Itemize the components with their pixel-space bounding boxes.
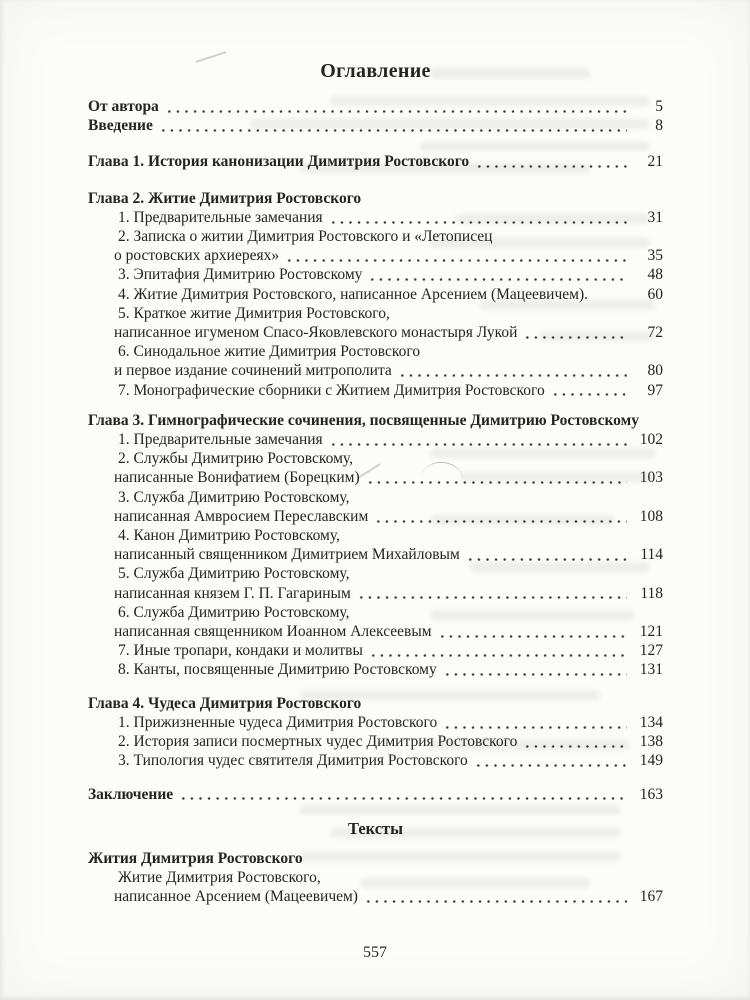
- toc-entry-label: 1. Прижизненные чудеса Димитрия Ростовского: [118, 713, 438, 731]
- toc-entry: [88, 785, 663, 804]
- toc-entry: [88, 732, 663, 751]
- dot-leader: [438, 622, 627, 641]
- toc-entry-page: 127: [639, 642, 663, 660]
- toc-entry-label: От автора: [88, 98, 159, 115]
- toc-entry-label: 1. Предварительные замечания: [118, 431, 323, 449]
- toc-entry-page: 102: [639, 431, 663, 449]
- texts-section-heading: Тексты: [347, 818, 404, 838]
- toc-entry-label: 2. Записка о житии Димитрия Ростовского и «Летописец: [118, 228, 493, 246]
- toc-entry-label: 4. Канон Димитрию Ростовскому,: [118, 527, 340, 545]
- toc-entry-page: 121: [639, 623, 663, 641]
- toc-entry-label: 7. Иные тропари, кондаки и молитвы: [118, 642, 363, 660]
- dot-leader: [523, 732, 627, 751]
- toc-entry-page: 97: [647, 381, 663, 399]
- toc-entry: [88, 660, 663, 679]
- toc-entry-page: 149: [639, 752, 663, 770]
- toc-entry-page: 108: [639, 507, 663, 525]
- dot-leader: [368, 265, 627, 284]
- toc-entry: [88, 564, 663, 583]
- toc-entry: [88, 227, 663, 246]
- toc-entry-page: 35: [647, 247, 663, 265]
- page-number: 557: [363, 944, 387, 961]
- toc-entry-page: 8: [655, 117, 663, 135]
- toc-chapter-heading: [88, 411, 663, 430]
- toc-entry: [88, 641, 663, 660]
- toc-entry-label: 4. Житие Димитрия Ростовского, написанное Арсением (Мацеевичем).: [118, 285, 588, 303]
- toc-entry-label: написанная священником Иоанном Алексеевым: [114, 623, 432, 641]
- toc-entry: [88, 713, 663, 732]
- toc-entry-label: 6. Синодальное житие Димитрия Ростовского: [118, 343, 421, 361]
- toc-entry-label: Заключение: [88, 785, 174, 803]
- toc-entry: [88, 868, 663, 887]
- toc-entry-page: 31: [647, 208, 663, 226]
- toc-entry-continuation: [88, 545, 663, 564]
- toc-entry: [88, 449, 663, 468]
- toc-entry-label: написанные Вонифатием (Борецким): [114, 469, 360, 487]
- toc-entry-continuation: [88, 584, 663, 603]
- dot-leader: [329, 208, 627, 227]
- toc-entry-continuation: [88, 246, 663, 265]
- dot-leader: [398, 361, 627, 380]
- dot-leader: [165, 97, 627, 116]
- toc-entry-label: 3. Эпитафия Димитрию Ростовскому: [118, 266, 363, 284]
- toc-entry: [88, 97, 663, 116]
- dot-leader: [443, 713, 627, 732]
- dot-leader: [329, 430, 627, 449]
- toc-entry-label: Глава 3. Гимнографические сочинения, посвященные Димитрию Ростовскому: [88, 411, 639, 429]
- page-title: Оглавление: [320, 60, 431, 82]
- toc-entry-page: 80: [647, 362, 663, 380]
- toc-entry-continuation: [88, 622, 663, 641]
- toc-entry: [88, 342, 663, 361]
- toc-entry-continuation: [88, 323, 663, 342]
- toc-entry: [88, 603, 663, 622]
- toc-entry-label: написанное Арсением (Мацеевичем): [114, 888, 358, 906]
- toc-entry-page: 131: [639, 661, 663, 679]
- dot-leader: [364, 887, 627, 906]
- toc-entry: [88, 526, 663, 545]
- toc-entry: [88, 208, 663, 227]
- dot-leader: [523, 323, 627, 342]
- dot-leader: [474, 751, 627, 770]
- toc-entry-label: и первое издание сочинений митрополита: [114, 362, 392, 380]
- toc-entry-page: 167: [639, 888, 663, 906]
- toc-entry-label: Глава 4. Чудеса Димитрия Ростовского: [88, 694, 362, 712]
- toc-entry: [88, 116, 663, 135]
- toc-entry-page: 134: [639, 713, 663, 731]
- toc-entry-label: 2. История записи посмертных чудес Димитрия Ростовского: [118, 733, 518, 751]
- dot-leader: [357, 584, 627, 603]
- dot-leader: [366, 468, 627, 487]
- toc-entry-label: написанное игуменом Спасо-Яковлевского монастыря Лукой: [114, 324, 518, 342]
- toc-entry-label: Житие Димитрия Ростовского,: [118, 868, 321, 886]
- toc-entry-label: 3. Служба Димитрию Ростовскому,: [118, 488, 350, 506]
- toc-entry-page: 118: [640, 584, 663, 602]
- toc-entry-label: 5. Служба Димитрию Ростовскому,: [118, 565, 350, 583]
- toc-entry-label: 3. Типология чудес святителя Димитрия Ростовского: [118, 752, 468, 770]
- toc-entry-page: 48: [647, 266, 663, 284]
- toc-entry-page: 103: [639, 469, 663, 487]
- toc-chapter-heading: [88, 189, 663, 208]
- toc-entry: [88, 488, 663, 507]
- toc-entry-continuation: [88, 887, 663, 906]
- toc-entry-label: написанная Амвросием Переславским: [114, 507, 369, 525]
- dot-leader: [374, 507, 627, 526]
- dot-leader: [285, 246, 627, 265]
- toc-entry: [88, 285, 663, 304]
- toc-entry-page: 60: [647, 285, 663, 303]
- toc-entry-label: Введение: [88, 117, 153, 135]
- toc-entry-page: 138: [639, 733, 663, 751]
- dot-leader: [466, 545, 627, 564]
- toc-entry-continuation: [88, 507, 663, 526]
- toc-entry-label: Глава 2. Житие Димитрия Ростовского: [88, 189, 362, 207]
- toc-entry-continuation: [88, 468, 663, 487]
- dot-leader: [443, 660, 627, 679]
- toc-entry: [88, 265, 663, 284]
- toc-entry: [88, 430, 663, 449]
- toc-entry-label: написанный священником Димитрием Михайловым: [114, 546, 460, 564]
- toc-entry-label: 8. Канты, посвященные Димитрию Ростовскому: [118, 661, 437, 679]
- dot-leader: [594, 285, 627, 304]
- table-of-contents: [88, 0, 663, 906]
- toc-entry-page: 5: [655, 98, 663, 115]
- toc-entry: [88, 751, 663, 770]
- dot-leader: [369, 641, 627, 660]
- toc-entry-page: 114: [640, 546, 663, 564]
- toc-entry-label: Глава 1. История канонизации Димитрия Ростовского: [88, 153, 470, 171]
- toc-entry-page: 72: [647, 324, 663, 342]
- toc-section-heading: [88, 849, 663, 868]
- toc-entry-page: 163: [639, 785, 663, 803]
- toc-entry-page: 21: [647, 153, 663, 171]
- toc-entry-label: 2. Службы Димитрию Ростовскому,: [118, 450, 353, 468]
- dot-leader: [159, 116, 627, 135]
- toc-entry-label: о ростовских архиереях»: [114, 247, 280, 265]
- toc-entry-label: 5. Краткое житие Димитрия Ростовского,: [118, 304, 390, 322]
- toc-entry: [88, 381, 663, 400]
- toc-entry-label: написанная князем Г. П. Гагариным: [114, 584, 351, 602]
- toc-entry-label: Жития Димитрия Ростовского: [88, 849, 303, 867]
- dot-leader: [551, 381, 627, 400]
- dot-leader: [475, 152, 627, 171]
- toc-entry-label: 1. Предварительные замечания: [118, 208, 323, 226]
- toc-chapter-heading: [88, 694, 663, 713]
- toc-entry: [88, 152, 663, 171]
- toc-entry-label: 6. Служба Димитрию Ростовскому,: [118, 603, 350, 621]
- dot-leader: [179, 785, 627, 804]
- toc-entry-label: 7. Монографические сборники с Житием Димитрия Ростовского: [118, 381, 545, 399]
- toc-entry: [88, 304, 663, 323]
- toc-entry-continuation: [88, 361, 663, 380]
